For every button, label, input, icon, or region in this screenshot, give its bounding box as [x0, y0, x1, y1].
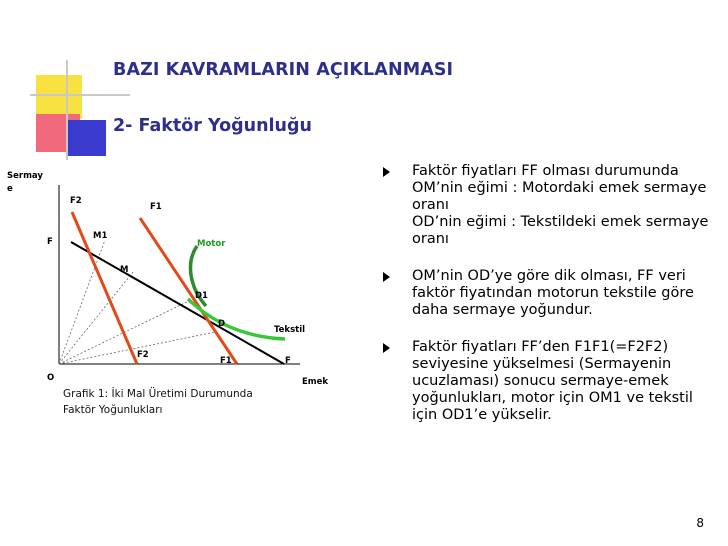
- label-tekstil: Tekstil: [274, 325, 306, 335]
- label-f2-bottom: F2: [137, 350, 149, 360]
- factor-intensity-diagram: [0, 160, 370, 390]
- label-f1-top: F1: [150, 202, 162, 212]
- decor-yellow-square: [36, 75, 82, 119]
- decor-horizontal-line: [30, 94, 130, 96]
- label-origin: O: [47, 373, 55, 383]
- bullet-text: OM’nin eğimi : Motordaki emek sermaye oranı: [412, 180, 707, 213]
- label-m: M: [120, 265, 129, 275]
- decor-blue-square: [66, 120, 106, 156]
- tekstil-isoquant: [188, 299, 285, 339]
- label-d: D: [218, 319, 226, 329]
- diagram-caption: [63, 386, 253, 418]
- bullet-item: [383, 339, 713, 424]
- bullet-arrow-icon: [383, 272, 390, 282]
- bullet-item: [383, 163, 713, 248]
- page-number: 8: [696, 516, 704, 530]
- label-m1: M1: [93, 231, 108, 241]
- label-motor: Motor: [197, 239, 226, 249]
- bullet-text: OD’nin eğimi : Tekstildeki emek sermaye oranı: [412, 214, 709, 247]
- y-axis-label-cont: e: [7, 184, 13, 194]
- decor-vertical-line: [66, 60, 68, 160]
- bullet-arrow-icon: [383, 343, 390, 353]
- label-f1-bottom: F1: [220, 356, 232, 366]
- bullet-text: Faktör fiyatları FF’den F1F1(=F2F2) seviyesine yükselmesi (Sermayenin ucuzlaması) sonucu sermaye-emek yoğunlukları, motor için OM1 ve tekstil için OD1’e yükselir.: [412, 339, 693, 423]
- label-f-bottom: F: [285, 356, 291, 366]
- x-axis-label: Emek: [302, 377, 329, 387]
- caption-line-2: Faktör Yoğunlukları: [63, 404, 163, 416]
- label-f2-top: F2: [70, 196, 82, 206]
- bullet-item: [383, 268, 713, 319]
- bullet-text: OM’nin OD’ye göre dik olması, FF veri faktör fiyatından motorun tekstile göre daha sermaye yoğundur.: [412, 268, 694, 318]
- slide-title: BAZI KAVRAMLARIN AÇIKLANMASI: [113, 60, 454, 80]
- label-d1: D1: [195, 291, 208, 301]
- caption-line-1: Grafik 1: İki Mal Üretimi Durumunda: [63, 388, 253, 400]
- ray-om: [59, 272, 133, 364]
- label-f-left: F: [47, 237, 53, 247]
- ray-od1: [59, 298, 195, 364]
- y-axis-label: Sermay: [7, 171, 43, 181]
- ff-price-line: [71, 242, 284, 364]
- bullet-arrow-icon: [383, 167, 390, 177]
- bullet-text: Faktör fiyatları FF olması durumunda: [412, 163, 679, 179]
- slide-subtitle: 2- Faktör Yoğunluğu: [113, 116, 312, 136]
- bullet-list: [383, 163, 713, 435]
